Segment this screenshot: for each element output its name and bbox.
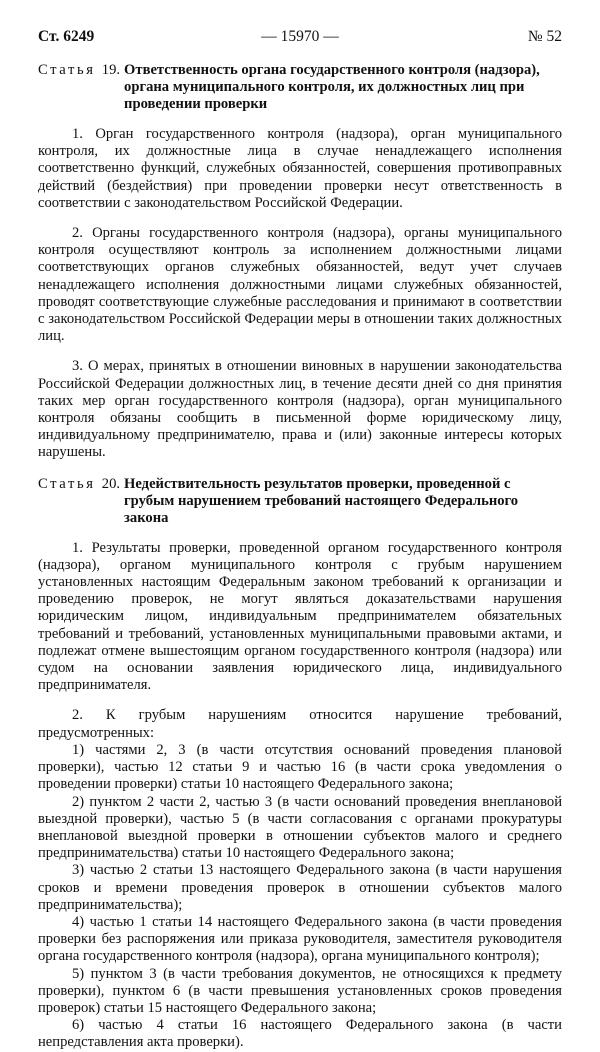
article-20-item-6: 6) частью 4 статьи 16 настоящего Федерального закона (в части непредставления акта проверки). — [38, 1017, 562, 1051]
article-19-paragraph-3: 3. О мерах, принятых в отношении виновных в нарушении законодательства Российской Федерации должностных лиц, в течение десяти дней со дня принятия таких мер орган государственного контроля (надзора), орган муниципального контроля обязаны сообщить в письменной форме юридическому лицу, индивидуальному предпринимателю, права и (или) законные интересы которых нарушены. — [38, 358, 562, 461]
article-number: 20. — [101, 475, 121, 492]
article-20-paragraph-2-intro: 2. К грубым нарушениям относится нарушение требований, предусмотренных: — [38, 707, 562, 741]
article-19-label — [38, 62, 124, 113]
article-20-item-5: 5) пунктом 3 (в части требования документов, не относящихся к предмету проверки), пунктом 6 (в части превышения установленных сроков проведения проверок) статьи 15 настоящего Федерального закона; — [38, 965, 562, 1016]
article-19-title — [38, 62, 562, 113]
article-20-label — [38, 476, 124, 527]
page-header — [38, 28, 562, 50]
article-20-body — [38, 540, 562, 1052]
article-20-item-3: 3) частью 2 статьи 13 настоящего Федерального закона (в части нарушения сроков и времени проведения проверок в отношении субъектов малого предпринимательства); — [38, 862, 562, 913]
article-20-heading: Недействительность результатов проверки, проведенной с грубым нарушением требований настоящего Федерального закона — [124, 475, 519, 526]
article-20-title — [38, 476, 562, 527]
page-number: — 15970 — — [261, 28, 339, 45]
article-20-item-2: 2) пунктом 2 части 2, частью 3 (в части оснований проведения внеплановой выездной проверки), частью 5 (в части согласования с органами прокуратуры внеплановой выездной проверки в отношении субъектов малого и среднего предпринимательства) статьи 10 настоящего Федерального закона; — [38, 793, 562, 862]
page-reference: Ст. 6249 — [38, 28, 95, 45]
article-19-body — [38, 126, 562, 462]
article-word: Статья — [38, 475, 96, 492]
article-20-item-4: 4) частью 1 статьи 14 настоящего Федерального закона (в части проведения проверки без распоряжения или приказа руководителя, заместителя руководителя органа государственного контроля (надзора), органа муниципального контроля); — [38, 913, 562, 965]
article-19-paragraph-2: 2. Органы государственного контроля (надзора), органы муниципального контроля осуществляют контроль за исполнением должностными лицами соответствующих органов служебных обязанностей, ведут учет случаев ненадлежащего исполнения должностными лицами служебных обязанностей, проводят соответствующие служебные расследования и принимают в соответствии с законодательством Российской Федерации меры в отношении таких должностных лиц. — [38, 225, 562, 345]
article-19-paragraph-1: 1. Орган государственного контроля (надзора), орган муниципального контроля, их должностные лица в случае ненадлежащего исполнения соответственно функций, служебных обязанностей, совершения противоправных действий (бездействия) при проведении проверки несут ответственность в соответствии с законодательством Российской Федерации. — [38, 126, 562, 211]
article-20-item-1: 1) частями 2, 3 (в части отсутствия оснований проведения плановой проверки), частью 12 статьи 9 и частью 16 (в части срока уведомления о проведении проверки) статьи 10 настоящего Федерального закона; — [38, 741, 562, 793]
article-19-heading: Ответственность органа государственного контроля (надзора), органа муниципального контроля, их должностных лиц при проведении проверки — [124, 62, 540, 112]
article-20-paragraph-1: 1. Результаты проверки, проведенной органом государственного контроля (надзора), органом муниципального контроля с грубым нарушением установленных настоящим Федеральным законом требований к организации и проведению проверок, не могут являться доказательствами нарушения юридическим лицом, индивидуальным предпринимателем обязательных требований и требований, установленных муниципальными правовыми актами, и подлежат отмене вышестоящим органом государственного контроля (надзора) или судом на основании заявления юридического лица, индивидуального предпринимателя. — [38, 539, 562, 694]
article-word: Статья — [38, 62, 96, 78]
article-number: 19. — [101, 62, 121, 78]
issue-number: № 52 — [527, 28, 562, 45]
